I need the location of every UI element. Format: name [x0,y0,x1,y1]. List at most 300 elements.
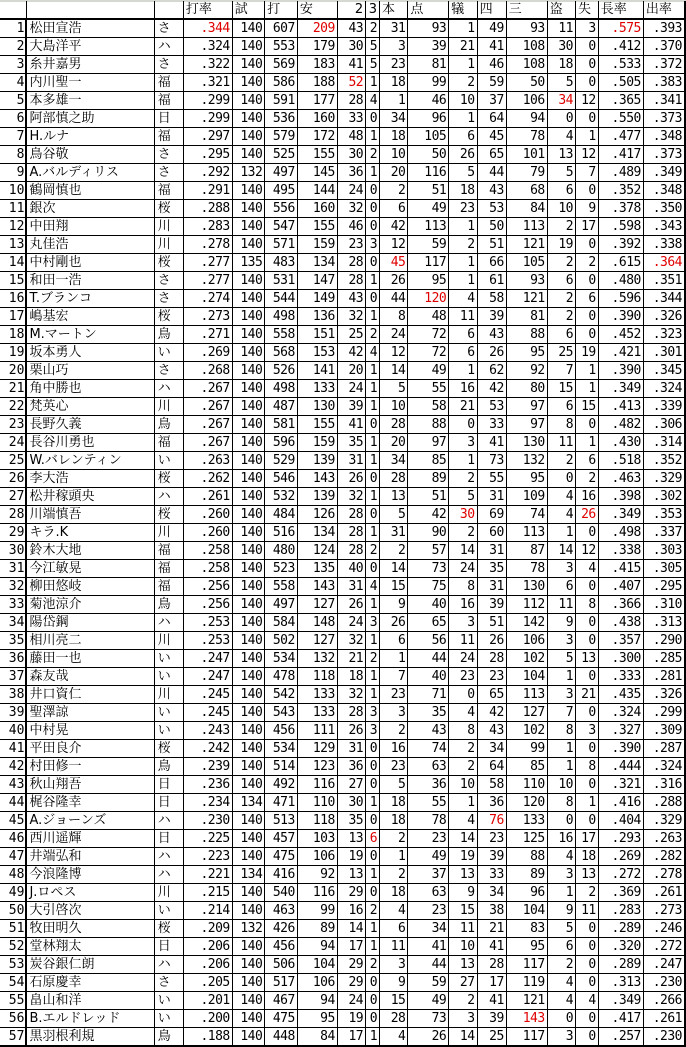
cell-triples[interactable]: 1 [366,308,380,326]
column-header-batting-avg[interactable]: 打率 [183,1,232,19]
cell-doubles[interactable]: 31 [337,452,365,470]
cell-strikeouts[interactable]: 106 [506,92,547,110]
cell-slugging[interactable]: .257 [598,1028,643,1047]
cell-hits[interactable]: 134 [297,254,337,272]
cell-on-base[interactable]: .339 [643,398,685,416]
cell-strikeouts[interactable]: 142 [506,614,547,632]
cell-rank[interactable]: 44 [0,794,26,812]
cell-rbi[interactable]: 57 [408,542,449,560]
cell-name[interactable]: B.エルドレッド [26,1010,154,1028]
cell-hits[interactable]: 84 [297,1028,337,1047]
cell-stolen-bases[interactable]: 9 [547,902,575,920]
cell-stolen-bases[interactable]: 11 [547,596,575,614]
cell-at-bats[interactable]: 544 [265,290,298,308]
cell-errors[interactable]: 0 [576,632,599,650]
cell-stolen-bases[interactable]: 9 [547,614,575,632]
cell-batting-avg[interactable]: .277 [183,272,232,290]
cell-team[interactable]: ハ [154,866,183,884]
cell-sacrifices[interactable]: 0 [449,686,477,704]
cell-triples[interactable]: 0 [366,290,380,308]
cell-rank[interactable]: 28 [0,506,26,524]
cell-rank[interactable]: 41 [0,740,26,758]
cell-rank[interactable]: 38 [0,686,26,704]
cell-triples[interactable]: 5 [366,38,380,56]
cell-on-base[interactable]: .263 [643,830,685,848]
cell-stolen-bases[interactable]: 2 [547,254,575,272]
cell-rank[interactable]: 26 [0,470,26,488]
cell-batting-avg[interactable]: .256 [183,596,232,614]
table-row[interactable] [0,398,685,416]
cell-on-base[interactable]: .338 [643,236,685,254]
cell-slugging[interactable]: .452 [598,326,643,344]
cell-hits[interactable]: 134 [297,524,337,542]
cell-name[interactable]: 秋山翔吾 [26,776,154,794]
cell-strikeouts[interactable]: 121 [506,236,547,254]
table-row[interactable] [0,200,685,218]
cell-triples[interactable]: 4 [366,344,380,362]
cell-triples[interactable]: 1 [366,272,380,290]
cell-strikeouts[interactable]: 110 [506,776,547,794]
cell-batting-avg[interactable]: .243 [183,722,232,740]
cell-triples[interactable]: 0 [366,416,380,434]
table-row[interactable] [0,290,685,308]
cell-games[interactable]: 140 [232,902,265,920]
cell-walks[interactable]: 45 [477,128,506,146]
cell-name[interactable]: 糸井嘉男 [26,56,154,74]
cell-errors[interactable]: 18 [576,848,599,866]
cell-errors[interactable]: 0 [576,1010,599,1028]
table-row[interactable] [0,614,685,632]
cell-home-runs[interactable]: 44 [380,290,408,308]
cell-name[interactable]: 牧田明久 [26,920,154,938]
cell-stolen-bases[interactable]: 8 [547,416,575,434]
cell-at-bats[interactable]: 526 [265,362,298,380]
cell-triples[interactable]: 1 [366,524,380,542]
cell-home-runs[interactable]: 28 [380,470,408,488]
cell-sacrifices[interactable]: 3 [449,434,477,452]
cell-games[interactable]: 140 [232,344,265,362]
cell-slugging[interactable]: .352 [598,182,643,200]
cell-walks[interactable]: 43 [477,722,506,740]
cell-rbi[interactable]: 63 [408,758,449,776]
cell-hits[interactable]: 118 [297,812,337,830]
cell-stolen-bases[interactable]: 11 [547,434,575,452]
cell-triples[interactable]: 0 [366,506,380,524]
cell-doubles[interactable]: 30 [337,38,365,56]
cell-home-runs[interactable]: 2 [380,722,408,740]
cell-rbi[interactable]: 40 [408,596,449,614]
cell-at-bats[interactable]: 534 [265,650,298,668]
cell-rank[interactable]: 30 [0,542,26,560]
cell-walks[interactable]: 53 [477,200,506,218]
cell-on-base[interactable]: .282 [643,848,685,866]
cell-slugging[interactable]: .390 [598,308,643,326]
cell-slugging[interactable]: .575 [598,19,643,38]
cell-stolen-bases[interactable]: 0 [547,470,575,488]
cell-on-base[interactable]: .278 [643,866,685,884]
cell-rank[interactable]: 12 [0,218,26,236]
cell-on-base[interactable]: .301 [643,344,685,362]
table-row[interactable] [0,992,685,1010]
cell-slugging[interactable]: .463 [598,470,643,488]
cell-slugging[interactable]: .489 [598,164,643,182]
cell-rank[interactable]: 14 [0,254,26,272]
cell-hits[interactable]: 130 [297,398,337,416]
cell-slugging[interactable]: .365 [598,92,643,110]
cell-sacrifices[interactable]: 19 [449,848,477,866]
cell-rbi[interactable]: 88 [408,416,449,434]
cell-batting-avg[interactable]: .245 [183,686,232,704]
cell-doubles[interactable]: 43 [337,19,365,38]
cell-stolen-bases[interactable]: 19 [547,236,575,254]
cell-team[interactable]: 日 [154,794,183,812]
cell-rbi[interactable]: 23 [408,830,449,848]
cell-games[interactable]: 140 [232,308,265,326]
cell-rank[interactable]: 43 [0,776,26,794]
cell-games[interactable]: 140 [232,686,265,704]
cell-rbi[interactable]: 93 [408,19,449,38]
cell-errors[interactable]: 0 [576,776,599,794]
cell-stolen-bases[interactable]: 14 [547,542,575,560]
cell-errors[interactable]: 0 [576,236,599,254]
cell-walks[interactable]: 43 [477,326,506,344]
cell-errors[interactable]: 2 [576,470,599,488]
cell-walks[interactable]: 42 [477,704,506,722]
cell-at-bats[interactable]: 487 [265,398,298,416]
cell-triples[interactable]: 0 [366,254,380,272]
cell-batting-avg[interactable]: .258 [183,560,232,578]
cell-team[interactable]: い [154,1010,183,1028]
cell-errors[interactable]: 1 [576,794,599,812]
cell-games[interactable]: 132 [232,920,265,938]
cell-on-base[interactable]: .351 [643,272,685,290]
cell-strikeouts[interactable]: 99 [506,740,547,758]
cell-walks[interactable]: 39 [477,596,506,614]
cell-strikeouts[interactable]: 95 [506,470,547,488]
cell-slugging[interactable]: .300 [598,650,643,668]
cell-batting-avg[interactable]: .221 [183,866,232,884]
cell-rbi[interactable]: 34 [408,920,449,938]
column-header-name[interactable] [26,1,154,19]
cell-hits[interactable]: 160 [297,200,337,218]
cell-doubles[interactable]: 43 [337,290,365,308]
cell-walks[interactable]: 26 [477,344,506,362]
table-row[interactable] [0,956,685,974]
table-row[interactable] [0,110,685,128]
cell-slugging[interactable]: .378 [598,200,643,218]
table-row[interactable] [0,668,685,686]
cell-batting-avg[interactable]: .230 [183,812,232,830]
cell-triples[interactable]: 0 [366,470,380,488]
cell-rank[interactable]: 45 [0,812,26,830]
cell-team[interactable]: 桜 [154,740,183,758]
cell-home-runs[interactable]: 1 [380,848,408,866]
cell-walks[interactable]: 76 [477,812,506,830]
cell-on-base[interactable]: .309 [643,722,685,740]
cell-sacrifices[interactable]: 2 [449,992,477,1010]
cell-on-base[interactable]: .329 [643,812,685,830]
cell-on-base[interactable]: .230 [643,1028,685,1047]
table-row[interactable] [0,596,685,614]
cell-slugging[interactable]: .357 [598,632,643,650]
table-row[interactable] [0,452,685,470]
cell-team[interactable]: い [154,992,183,1010]
cell-name[interactable]: 柳田悠岐 [26,578,154,596]
cell-sacrifices[interactable]: 14 [449,830,477,848]
cell-errors[interactable]: 12 [576,146,599,164]
table-row[interactable] [0,884,685,902]
cell-name[interactable]: 堂林翔太 [26,938,154,956]
cell-hits[interactable]: 133 [297,380,337,398]
cell-batting-avg[interactable]: .324 [183,38,232,56]
cell-batting-avg[interactable]: .291 [183,182,232,200]
cell-walks[interactable]: 53 [477,398,506,416]
cell-walks[interactable]: 64 [477,758,506,776]
cell-triples[interactable]: 0 [366,974,380,992]
cell-rank[interactable]: 36 [0,650,26,668]
cell-rank[interactable]: 9 [0,164,26,182]
cell-hits[interactable]: 143 [297,470,337,488]
cell-home-runs[interactable]: 14 [380,560,408,578]
cell-doubles[interactable]: 36 [337,164,365,182]
cell-batting-avg[interactable]: .260 [183,506,232,524]
cell-name[interactable]: 銀次 [26,200,154,218]
table-row[interactable] [0,686,685,704]
cell-errors[interactable]: 0 [576,704,599,722]
cell-name[interactable]: 梶谷隆幸 [26,794,154,812]
cell-slugging[interactable]: .293 [598,830,643,848]
cell-team[interactable]: 福 [154,92,183,110]
cell-doubles[interactable]: 35 [337,812,365,830]
cell-errors[interactable]: 1 [576,380,599,398]
table-row[interactable] [0,416,685,434]
cell-walks[interactable]: 37 [477,92,506,110]
cell-sacrifices[interactable]: 6 [449,344,477,362]
cell-errors[interactable]: 12 [576,542,599,560]
cell-slugging[interactable]: .398 [598,488,643,506]
cell-hits[interactable]: 127 [297,596,337,614]
cell-triples[interactable]: 3 [366,704,380,722]
table-row[interactable] [0,380,685,398]
cell-errors[interactable]: 0 [576,668,599,686]
table-row[interactable] [0,236,685,254]
cell-on-base[interactable]: .326 [643,686,685,704]
cell-strikeouts[interactable]: 106 [506,632,547,650]
cell-triples[interactable]: 1 [366,794,380,812]
cell-name[interactable]: 聖澤諒 [26,704,154,722]
cell-triples[interactable]: 1 [366,362,380,380]
cell-hits[interactable]: 106 [297,974,337,992]
cell-strikeouts[interactable]: 88 [506,848,547,866]
cell-hits[interactable]: 99 [297,902,337,920]
cell-on-base[interactable]: .350 [643,200,685,218]
cell-rank[interactable]: 18 [0,326,26,344]
cell-batting-avg[interactable]: .277 [183,254,232,272]
cell-batting-avg[interactable]: .278 [183,236,232,254]
cell-games[interactable]: 140 [232,884,265,902]
cell-name[interactable]: 阿部慎之助 [26,110,154,128]
cell-on-base[interactable]: .288 [643,794,685,812]
cell-home-runs[interactable]: 18 [380,128,408,146]
column-header-stolen-bases[interactable]: 盗 [547,1,575,19]
cell-walks[interactable]: 42 [477,380,506,398]
table-row[interactable] [0,38,685,56]
cell-team[interactable]: 福 [154,128,183,146]
cell-errors[interactable]: 1 [576,128,599,146]
cell-rbi[interactable]: 96 [408,110,449,128]
cell-stolen-bases[interactable]: 15 [547,380,575,398]
cell-on-base[interactable]: .373 [643,146,685,164]
cell-rank[interactable]: 19 [0,344,26,362]
cell-stolen-bases[interactable]: 4 [547,506,575,524]
cell-rank[interactable]: 37 [0,668,26,686]
cell-walks[interactable]: 31 [477,578,506,596]
cell-name[interactable]: A.ジョーンズ [26,812,154,830]
cell-name[interactable]: 相川亮二 [26,632,154,650]
cell-doubles[interactable]: 28 [337,254,365,272]
cell-name[interactable]: 丸佳浩 [26,236,154,254]
cell-rbi[interactable]: 59 [408,236,449,254]
cell-rank[interactable]: 40 [0,722,26,740]
cell-triples[interactable]: 2 [366,19,380,38]
cell-doubles[interactable]: 40 [337,560,365,578]
cell-hits[interactable]: 127 [297,632,337,650]
cell-rbi[interactable]: 105 [408,128,449,146]
cell-slugging[interactable]: .269 [598,848,643,866]
cell-triples[interactable]: 2 [366,326,380,344]
cell-rank[interactable]: 34 [0,614,26,632]
cell-walks[interactable]: 59 [477,74,506,92]
cell-strikeouts[interactable]: 74 [506,506,547,524]
cell-rank[interactable]: 50 [0,902,26,920]
table-row[interactable] [0,758,685,776]
cell-on-base[interactable]: .345 [643,362,685,380]
cell-sacrifices[interactable]: 11 [449,632,477,650]
cell-doubles[interactable]: 29 [337,884,365,902]
cell-team[interactable]: 鳥 [154,758,183,776]
cell-on-base[interactable]: .287 [643,740,685,758]
cell-on-base[interactable]: .393 [643,19,685,38]
cell-home-runs[interactable]: 18 [380,812,408,830]
cell-rank[interactable]: 24 [0,434,26,452]
cell-slugging[interactable]: .550 [598,110,643,128]
cell-triples[interactable]: 2 [366,902,380,920]
cell-doubles[interactable]: 42 [337,344,365,362]
cell-games[interactable]: 140 [232,470,265,488]
cell-batting-avg[interactable]: .188 [183,1028,232,1047]
cell-sacrifices[interactable]: 23 [449,668,477,686]
cell-errors[interactable]: 16 [576,488,599,506]
cell-walks[interactable]: 58 [477,776,506,794]
cell-doubles[interactable]: 26 [337,470,365,488]
cell-stolen-bases[interactable]: 1 [547,524,575,542]
cell-doubles[interactable]: 28 [337,272,365,290]
cell-team[interactable]: 鳥 [154,596,183,614]
cell-at-bats[interactable]: 584 [265,614,298,632]
cell-errors[interactable]: 0 [576,416,599,434]
cell-team[interactable]: ハ [154,38,183,56]
cell-on-base[interactable]: .305 [643,560,685,578]
cell-on-base[interactable]: .316 [643,776,685,794]
cell-errors[interactable]: 3 [576,722,599,740]
cell-strikeouts[interactable]: 102 [506,650,547,668]
cell-doubles[interactable]: 28 [337,92,365,110]
cell-strikeouts[interactable]: 88 [506,326,547,344]
cell-stolen-bases[interactable]: 5 [547,74,575,92]
cell-team[interactable]: ハ [154,488,183,506]
cell-rbi[interactable]: 39 [408,38,449,56]
cell-stolen-bases[interactable]: 4 [547,128,575,146]
cell-name[interactable]: 菊池涼介 [26,596,154,614]
cell-at-bats[interactable]: 456 [265,722,298,740]
cell-errors[interactable]: 0 [576,272,599,290]
cell-errors[interactable]: 21 [576,686,599,704]
cell-rank[interactable]: 39 [0,704,26,722]
cell-hits[interactable]: 141 [297,362,337,380]
column-header-rbi[interactable]: 点 [408,1,449,19]
cell-sacrifices[interactable]: 5 [449,164,477,182]
cell-batting-avg[interactable]: .200 [183,1010,232,1028]
cell-team[interactable]: 桜 [154,308,183,326]
cell-rbi[interactable]: 48 [408,308,449,326]
cell-walks[interactable]: 17 [477,974,506,992]
table-row[interactable] [0,524,685,542]
cell-rank[interactable]: 51 [0,920,26,938]
cell-rbi[interactable]: 59 [408,974,449,992]
cell-rbi[interactable]: 81 [408,56,449,74]
cell-stolen-bases[interactable]: 34 [547,92,575,110]
table-row[interactable] [0,92,685,110]
cell-at-bats[interactable]: 513 [265,812,298,830]
cell-at-bats[interactable]: 547 [265,218,298,236]
cell-rank[interactable]: 52 [0,938,26,956]
cell-strikeouts[interactable]: 85 [506,758,547,776]
cell-games[interactable]: 140 [232,632,265,650]
cell-batting-avg[interactable]: .268 [183,362,232,380]
cell-hits[interactable]: 155 [297,146,337,164]
cell-errors[interactable]: 0 [576,182,599,200]
cell-rbi[interactable]: 55 [408,380,449,398]
cell-hits[interactable]: 92 [297,866,337,884]
cell-strikeouts[interactable]: 93 [506,272,547,290]
cell-at-bats[interactable]: 540 [265,884,298,902]
cell-rank[interactable]: 4 [0,74,26,92]
cell-rank[interactable]: 47 [0,848,26,866]
cell-rank[interactable]: 23 [0,416,26,434]
cell-triples[interactable]: 2 [366,650,380,668]
cell-at-bats[interactable]: 426 [265,920,298,938]
cell-rank[interactable]: 25 [0,452,26,470]
cell-errors[interactable]: 0 [576,740,599,758]
cell-rank[interactable]: 53 [0,956,26,974]
cell-rbi[interactable]: 49 [408,362,449,380]
cell-batting-avg[interactable]: .201 [183,992,232,1010]
cell-on-base[interactable]: .323 [643,326,685,344]
cell-batting-avg[interactable]: .209 [183,920,232,938]
cell-hits[interactable]: 160 [297,110,337,128]
cell-at-bats[interactable]: 542 [265,686,298,704]
cell-at-bats[interactable]: 495 [265,182,298,200]
table-row[interactable] [0,470,685,488]
cell-on-base[interactable]: .246 [643,920,685,938]
cell-triples[interactable]: 1 [366,866,380,884]
cell-on-base[interactable]: .324 [643,758,685,776]
cell-home-runs[interactable]: 18 [380,794,408,812]
cell-rank[interactable]: 27 [0,488,26,506]
cell-on-base[interactable]: .299 [643,704,685,722]
cell-stolen-bases[interactable]: 6 [547,182,575,200]
cell-rbi[interactable]: 41 [408,938,449,956]
